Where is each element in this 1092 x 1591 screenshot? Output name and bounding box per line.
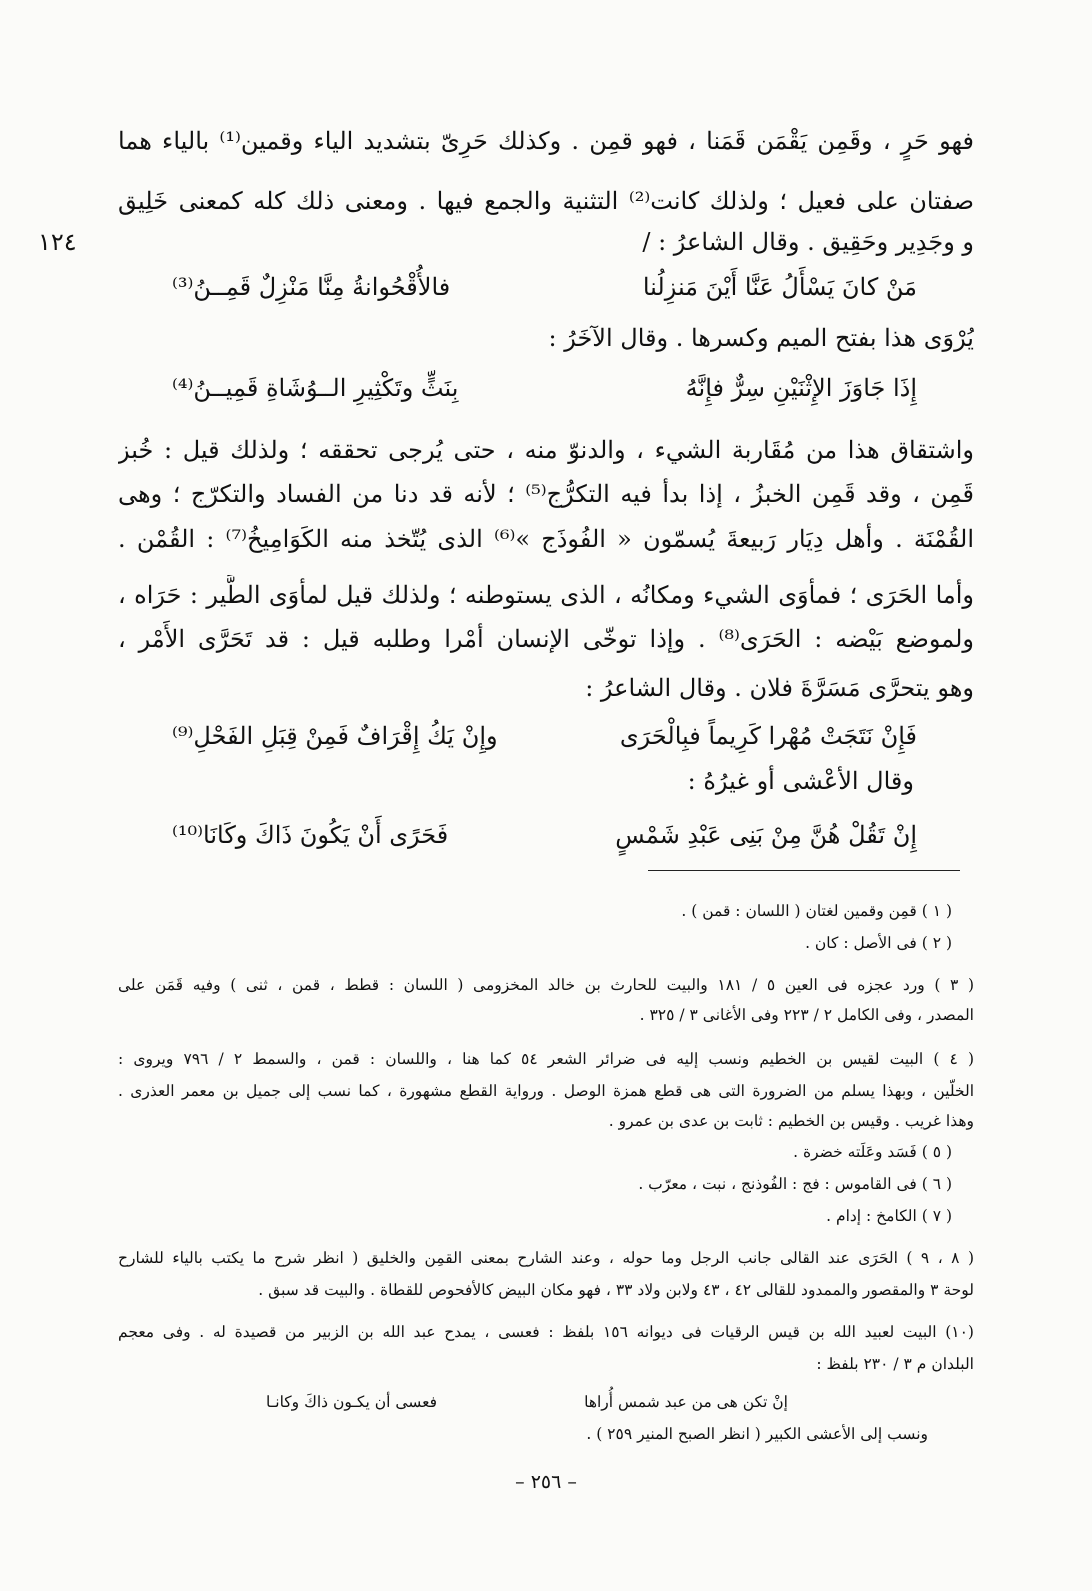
- body-line-6: قَمِن ، وقد قَمِن الخبزُ ، إذا بدأ فيه التكرُّج⁽⁵⁾ ؛ لأنه قد دنا من الفساد والتكرّج ؛ وهى: [118, 480, 974, 508]
- footnote-4-line-2: الخلّين ، وبهذا يسلم من الضرورة التى هى قطع همزة الوصل . ورواية القطع مشهورة ، كما نسب إلى جميل بن معمر العذرى .: [118, 1082, 974, 1100]
- body-line-9: ولموضع بَيْضه : الحَرَى⁽⁸⁾ . وإذا توخّى الإنسان أمْرا وطلبه قيل : قد تَحَرَّى الأَمْر ،: [118, 625, 974, 653]
- body-line-10: وهو يتحرَّى مَسَرَّةَ فلان . وقال الشاعرُ :: [585, 674, 974, 702]
- footnote-10-line-3: ونسب إلى الأعشى الكبير ( انظر الصبح المنير ٢٥٩ ) .: [586, 1425, 928, 1443]
- page-number: – ٢٥٦ –: [515, 1471, 577, 1493]
- body-line-1: فهو حَرٍ ، وقَمِن يَقْمَن قَمَنا ، فهو قمِن . وكذلك حَرِىّ بتشديد الياء وقمين⁽¹⁾ بالياء هما: [118, 127, 974, 155]
- footnote-10-line-2: البلدان م ٣ / ٢٣٠ بلفظ :: [816, 1355, 974, 1373]
- footnote-verse-second-hemistich: فعسى أن يكـون ذاكَ وكانـا: [266, 1393, 437, 1411]
- verse-1-second-hemistich: فالأُقْحُوانةُ مِنَّا مَنْزِلٌ قَمِــنُ⁽³⁾: [172, 273, 451, 301]
- body-line-3: و وجَدِير وحَقِيق . وقال الشاعرُ : /: [642, 228, 974, 256]
- footnote-2: ( ٢ ) فى الأصل : كان .: [805, 934, 952, 952]
- footnote-3-line-2: المصدر ، وفى الكامل ٢ / ٢٢٣ وفى الأغانى ٣ / ٣٢٥ .: [639, 1006, 974, 1024]
- verse-3-second-hemistich: وإِنْ يَكُ إِقْرَافٌ فَمِنْ قِبَلِ الفَحْلِ⁽⁹⁾: [172, 722, 498, 750]
- body-line-4: يُرْوَى هذا بفتح الميم وكسرها . وقال الآخَرُ :: [548, 324, 974, 352]
- verse-2-first-hemistich: إِذَا جَاوَزَ الإِثْنَيْنِ سِرٌّ فإِنَّهُ: [685, 374, 917, 402]
- verse-1-first-hemistich: مَنْ كانَ يَسْأَلُ عَنَّا أَيْنَ مَنزِلُنا: [642, 273, 917, 301]
- footnote-6: ( ٦ ) فى القاموس : فج : الفُوذنج ، نبت ، معرّب .: [638, 1175, 952, 1193]
- footnote-4-line-1: ( ٤ ) البيت لقيس بن الخطيم ونسب إليه فى ضرائر الشعر ٥٤ كما هنا ، واللسان : قمن ، والسمط ٢ / ٧٩٦ ويروى :: [118, 1050, 974, 1068]
- body-line-7: القُمْنَة . وأهل دِيَار رَبيعةَ يُسمّون « الفُوذَج »⁽⁶⁾ الذى يُتّخذ منه الكَوَامِيخُ⁽⁷⁾ : القُمْن .: [118, 525, 974, 553]
- verse-4-first-hemistich: إِنْ تَقُلْ هُنَّ مِنْ بَنِى عَبْدِ شَمْسٍ: [615, 821, 917, 849]
- footnote-10-line-1: (١٠) البيت لعبيد الله بن قيس الرقيات فى ديوانه ١٥٦ بلفظ : فعسى ، يمدح عبد الله بن الزبير من قصيدة له . وفى معجم: [118, 1323, 974, 1341]
- body-line-2: صفتان على فعيل ؛ ولذلك كانت⁽²⁾ التثنية والجمع فيها . ومعنى ذلك كله كمعنى خَلِيق: [118, 187, 974, 215]
- footnote-4-line-3: وهذا غريب . وقيس بن الخطيم : ثابت بن عدى بن عمرو .: [608, 1112, 974, 1130]
- footnote-7: ( ٧ ) الكامخ : إدام .: [826, 1207, 952, 1225]
- footnote-8-9-line-2: لوحة ٣ والمقصور والممدود للقالى ٤٢ ، ٤٣ ولابن ولاد ٣٣ ، فهو مكان البيض كالأفحوص للقطاة . والبيت قد سبق .: [258, 1281, 974, 1299]
- footnote-1: ( ١ ) قمِن وقمين لغتان ( اللسان : قمن ) .: [681, 902, 952, 920]
- verse-3-first-hemistich: فَإِنْ نَتَجَتْ مُهْرا كَرِيماً فبِالْحَرَى: [619, 722, 917, 750]
- footnote-3-line-1: ( ٣ ) ورد عجزه فى العين ٥ / ١٨١ والبيت للحارث بن خالد المخزومى ( اللسان : قطط ، قمن ، ثنى ) وفيه قَمَن على: [118, 976, 974, 994]
- footnote-separator: [648, 870, 960, 871]
- footnote-8-9-line-1: ( ٨ ، ٩ ) الحَرَى عند القالى جانب الرجل وما حوله ، وعند الشارح بمعنى القمِن والخليق ( انظر شرح ما يكتب بالياء للشارح: [118, 1249, 974, 1267]
- body-line-8: وأما الحَرَى ؛ فمأوَى الشيء ومكانُه ، الذى يستوطنه ؛ ولذلك قيل لمأوَى الطَّير : حَرَاه ،: [118, 581, 974, 609]
- margin-page-ref: ١٢٤: [38, 228, 77, 256]
- footnote-5: ( ٥ ) فَسَد وعَلَته خضرة .: [793, 1143, 952, 1161]
- verse-2-second-hemistich: بِنَثٍّ وتَكْثِيرِ الــوُشَاةِ قَمِيــنُ⁽⁴⁾: [172, 374, 459, 402]
- verse-4-second-hemistich: فَحَرًى أَنْ يَكُونَ ذَاكَ وكَانَا⁽¹⁰⁾: [172, 821, 449, 849]
- footnote-verse-first-hemistich: إنْ تكن هى من عبد شمس أُراها: [584, 1393, 788, 1411]
- body-line-11: وقال الأعْشى أو غيرُهُ :: [687, 767, 914, 795]
- body-line-5: واشتقاق هذا من مُقَاربة الشيء ، والدنوّ منه ، حتى يُرجى تحققه ؛ ولذلك قيل : خُبز: [118, 436, 974, 464]
